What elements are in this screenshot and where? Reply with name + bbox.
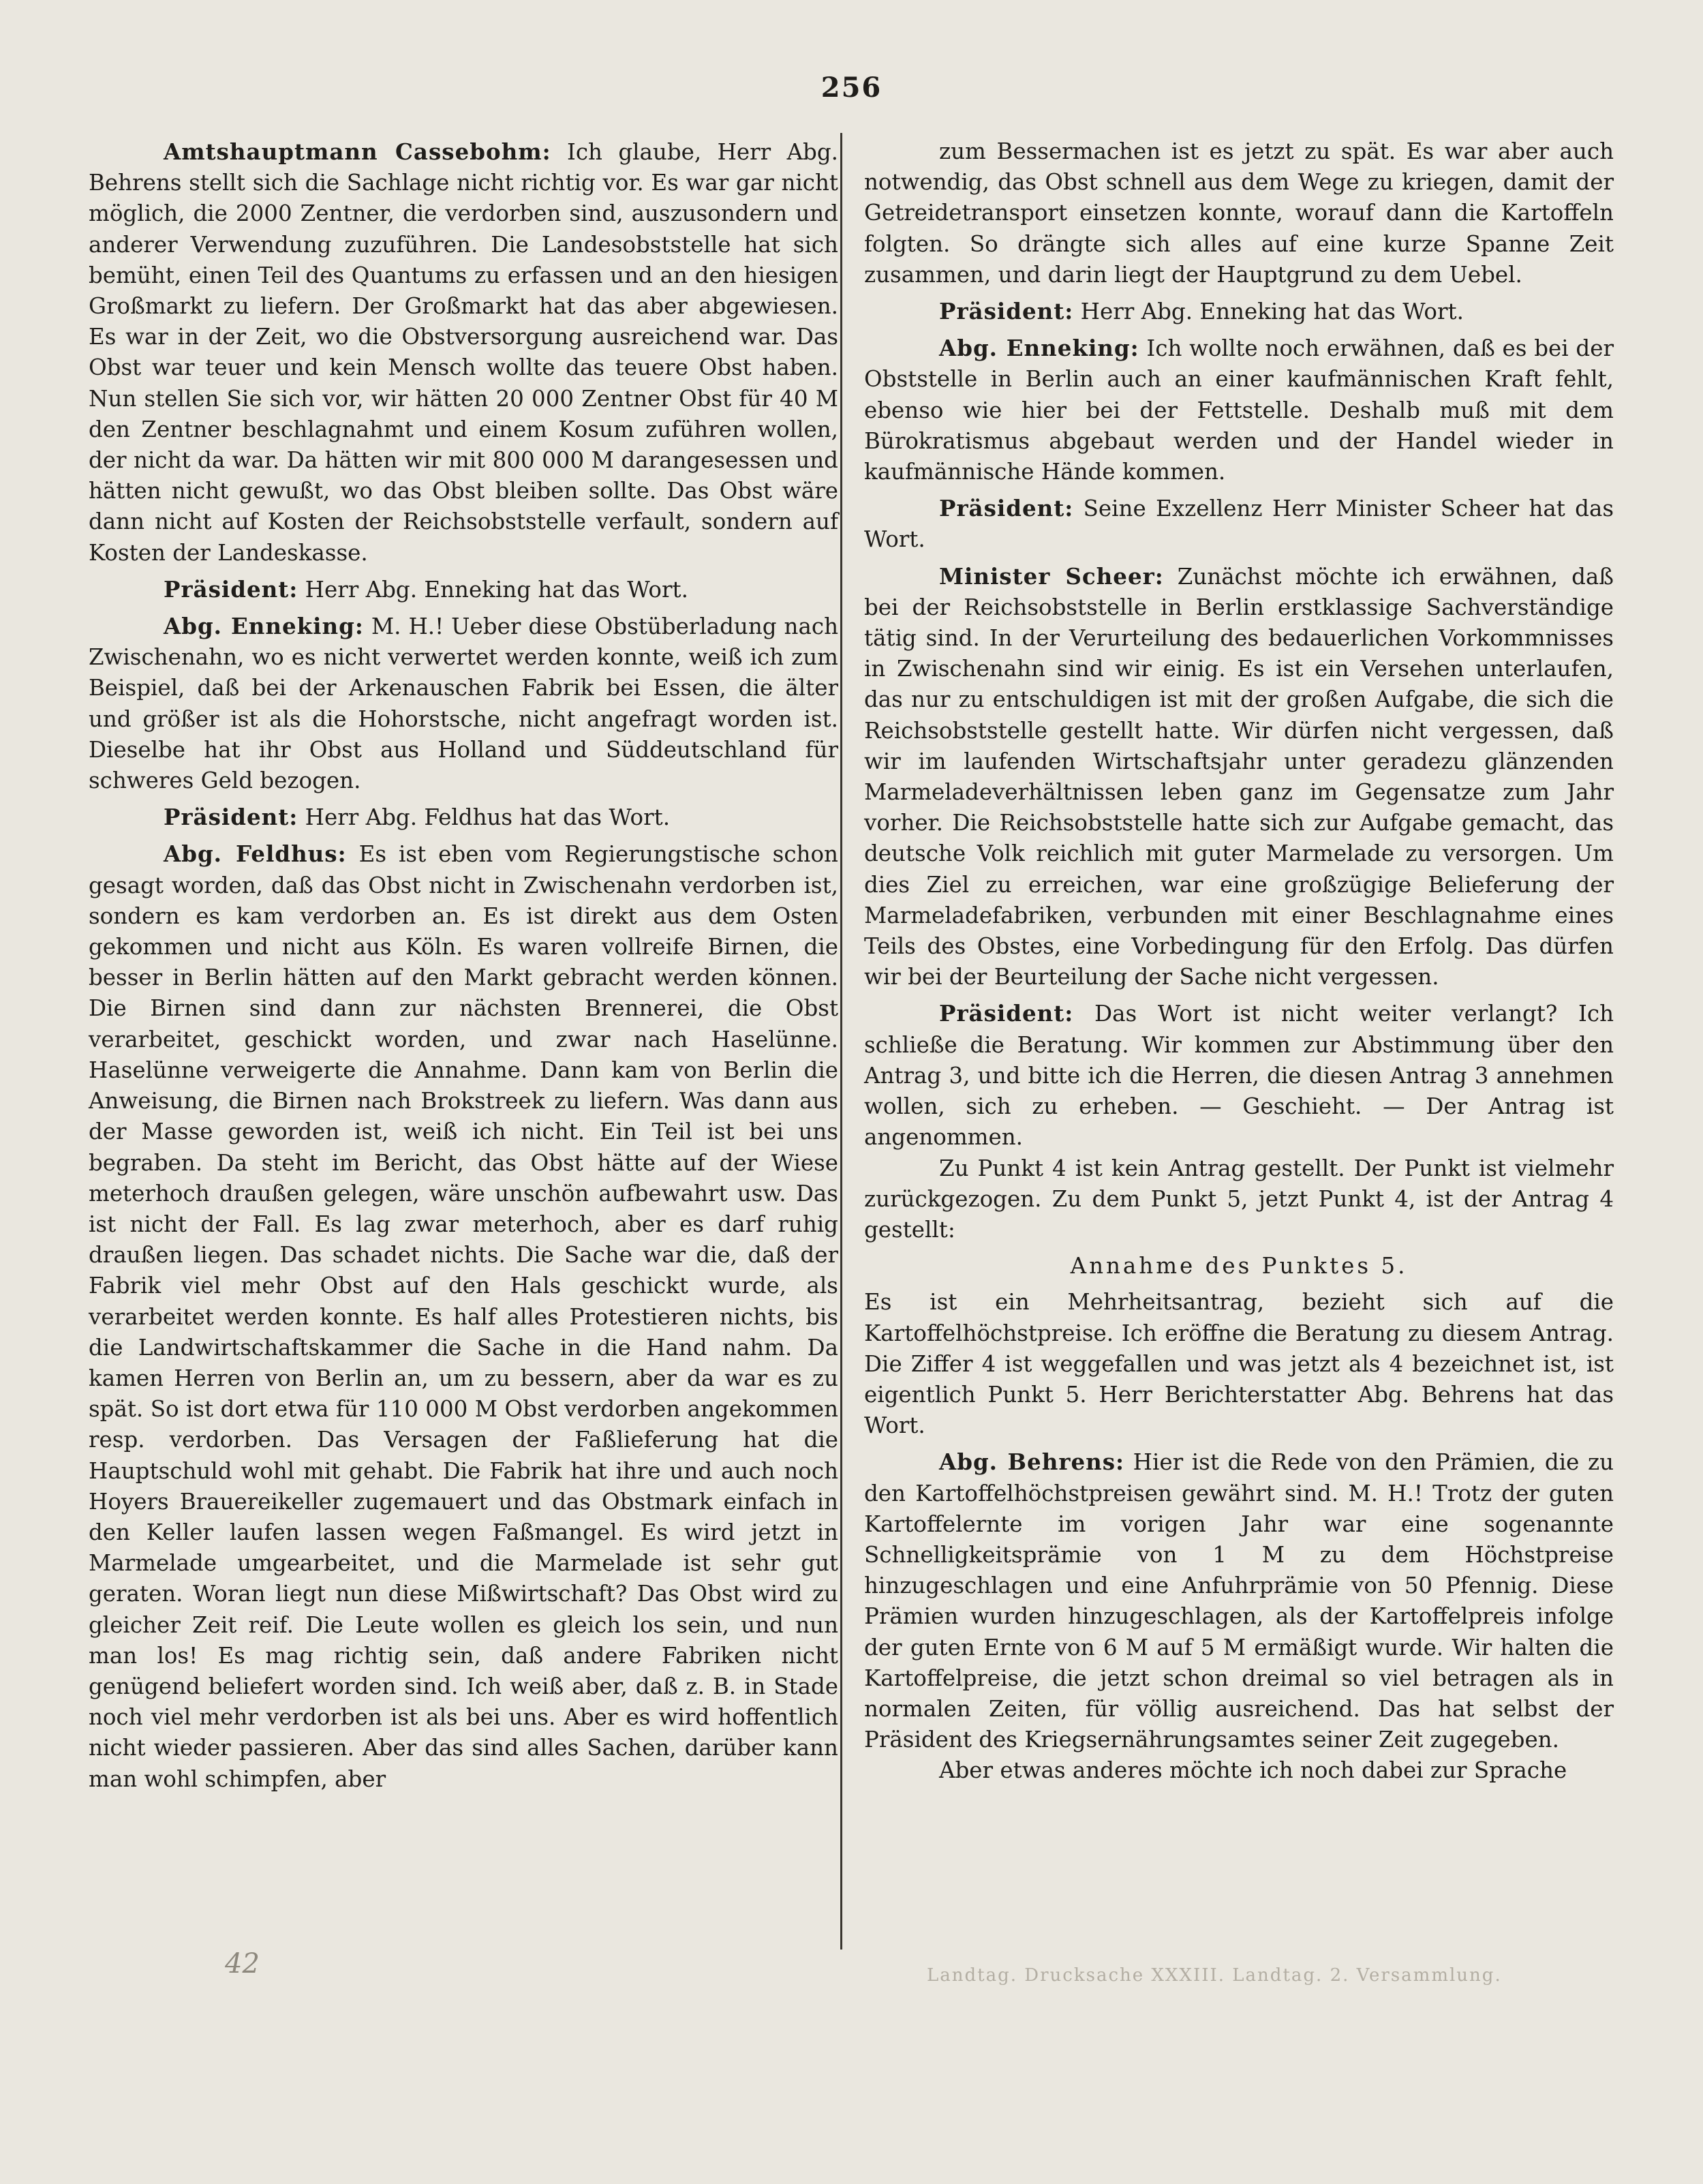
paragraph bbox=[864, 1153, 1614, 1246]
speaker-label: Präsident: bbox=[939, 1000, 1074, 1027]
speaker-label: Minister Scheer: bbox=[939, 562, 1164, 590]
handwritten-mark: 42 bbox=[225, 1948, 260, 1980]
paragraph bbox=[89, 136, 838, 568]
speaker-label: Abg. Enneking: bbox=[164, 613, 364, 640]
paragraph-text: Es ist ein Mehrheitsantrag, bezieht sich auf die Kartoffelhöchstpreise. Ich eröffne die Beratung zu diesem Antrag. Die Ziffer 4 ist weggefallen und was jetzt als 4 bezeichnet ist, ist eigentlich Punkt 5. Herr Berichterstatter Abg. Behrens hat das Wort. bbox=[864, 1289, 1614, 1439]
paragraph-text: Hier ist die Rede von den Prämien, die zu den Kartoffelhöchstpreisen gewährt sind. M. H.! Trotz der guten Kartoffelernte im vorigen Jahr war eine sogenannte Schnelligkeitsprämie von 1 M zu dem Höchstpreise hinzugeschlagen und eine Anfuhrprämie von 50 Pfennig. Diese Prämien wurden hinzugeschlagen, als der Kartoffelpreis infolge der guten Ernte von 6 M auf 5 M ermäßigt wurde. Wir halten die Kartoffelpreise, die jetzt schon dreimal so viel betragen als in normalen Zeiten, für völlig ausreichend. Das hat selbst der Präsident des Kriegsernährungsamtes seiner Zeit zugegeben. bbox=[864, 1449, 1614, 1753]
paragraph-text: Zu Punkt 4 ist kein Antrag gestellt. Der Punkt ist vielmehr zurückgezogen. Zu dem Punkt 5, jetzt Punkt 4, ist der Antrag 4 gestellt: bbox=[864, 1155, 1614, 1243]
speaker-label: Abg. Enneking: bbox=[939, 335, 1139, 362]
paragraph bbox=[89, 611, 838, 796]
speaker-label: Abg. Behrens: bbox=[939, 1449, 1125, 1476]
paragraph-text: Ich glaube, Herr Abg. Behrens stellt sich die Sachlage nicht richtig vor. Es war gar nicht möglich, die 2000 Zentner, die verdorben sind, auszusondern und anderer Verwendung zuzuführen. Die Landesobststelle hat sich bemüht, einen Teil des Quantums zu erfassen und an den hiesigen Großmarkt zu liefern. Der Großmarkt hat das aber abgewiesen. Es war in der Zeit, wo die Obstversorgung ausreichend war. Das Obst war teuer und kein Mensch wollte das teuere Obst haben. Nun stellen Sie sich vor, wir hätten 20 000 Zentner Obst für 40 M den Zentner beschlagnahmt und einem Kosum zuführen wollen, der nicht da war. Da hätten wir mit 800 000 M darangesessen und hätten nicht gewußt, wo das Obst bleiben sollte. Das Obst wäre dann nicht auf Kosten der Reichsobststelle verfault, sondern auf Kosten der Landeskasse. bbox=[89, 139, 838, 566]
paragraph bbox=[864, 1287, 1614, 1441]
paragraph bbox=[864, 136, 1614, 290]
paragraph-text: zum Bessermachen ist es jetzt zu spät. Es war aber auch notwendig, das Obst schnell aus dem Wege zu kriegen, damit der Getreidetransport einsetzen konnte, worauf dann die Kartoffeln folgten. So drängte sich alles auf eine kurze Spanne Zeit zusammen, und darin liegt der Hauptgrund zu dem Uebel. bbox=[864, 138, 1614, 288]
paragraph-text: Herr Abg. Enneking hat das Wort. bbox=[298, 576, 688, 603]
speaker-label: Präsident: bbox=[164, 575, 298, 603]
bleed-through-text: Landtag. Drucksache XXXIII. Landtag. 2. Versammlung. bbox=[927, 1965, 1502, 1986]
paragraph bbox=[864, 1446, 1614, 1755]
page-number: 256 bbox=[820, 72, 883, 104]
paragraph bbox=[864, 333, 1614, 487]
left-column bbox=[89, 136, 838, 1795]
paragraph-text: Seine Exzellenz Herr Minister Scheer hat das Wort. bbox=[864, 496, 1614, 553]
speaker-label: Abg. Feldhus: bbox=[164, 840, 347, 868]
paragraph-text: Es ist eben vom Regierungstische schon gesagt worden, daß das Obst nicht in Zwischenahn verdorben ist, sondern es kam verdorben an. Es ist direkt aus dem Osten gekommen und nicht aus Köln. Es waren vollreife Birnen, die besser in Berlin hätten auf den Markt gebracht werden können. Die Birnen sind dann zur nächsten Brennerei, die Obst verarbeitet, geschickt worden, und zwar nach Haselünne. Haselünne verweigerte die Annahme. Dann kam von Berlin die Anweisung, die Birnen nach Brokstreek zu liefern. Was dann aus der Masse geworden ist, weiß ich nicht. Ein Teil ist bei uns begraben. Da steht im Bericht, das Obst hätte auf der Wiese meterhoch draußen gelegen, wäre unschön aufbewahrt usw. Das ist nicht der Fall. Es lag zwar meterhoch, aber es darf ruhig draußen liegen. Das schadet nichts. Die Sache war die, daß der Fabrik viel mehr Obst auf den Hals geschickt wurde, als verarbeitet werden konnte. Es half alles Protestieren nichts, bis die Landwirtschaftskammer die Sache in die Hand nahm. Da kamen Herren von Berlin an, um zu bessern, aber da war es zu spät. So ist dort etwa für 110 000 M Obst verdorben angekommen resp. verdorben. Das Versagen der Faßlieferung hat die Hauptschuld wohl mit gehabt. Die Fabrik hat ihre und auch noch Hoyers Brauereikeller zugemauert und das Obstmark einfach in den Keller laufen lassen wegen Faßmangel. Es wird jetzt in Marmelade umgearbeitet, und die Marmelade ist sehr gut geraten. Woran liegt nun diese Mißwirtschaft? Das Obst wird zu gleicher Zeit reif. Die Leute wollen es gleich los sein, und nun man los! Es mag richtig sein, daß andere Fabriken nicht genügend beliefert worden sind. Ich weiß aber, daß z. B. in Stade noch viel mehr verdorben ist als bei uns. Aber es wird hoffentlich nicht wieder passieren. Aber das sind alles Sachen, darüber kann man wohl schimpfen, aber bbox=[89, 841, 838, 1792]
paragraph bbox=[89, 838, 838, 1794]
paragraph bbox=[864, 561, 1614, 993]
paragraph bbox=[89, 802, 838, 833]
paragraph-text: Das Wort ist nicht weiter verlangt? Ich schließe die Beratung. Wir kommen zur Abstimmung über den Antrag 3, und bitte ich die Herren, die diesen Antrag 3 annehmen wollen, sich zu erheben. — Geschieht. — Der Antrag ist angenommen. bbox=[864, 1001, 1614, 1151]
paragraph-text: Zunächst möchte ich erwähnen, daß bei der Reichsobststelle in Berlin erstklassige Sachverständige tätig sind. In der Verurteilung des bedauerlichen Vorkommnisses in Zwischenahn sind wir einig. Es ist ein Versehen unterlaufen, das nur zu entschuldigen ist mit der großen Aufgabe, die sich die Reichsobststelle gestellt hatte. Wir dürfen nicht vergessen, daß wir im laufenden Wirtschaftsjahr unter geradezu glänzenden Marmeladeverhältnissen leben ganz im Gegensatze zum Jahr vorher. Die Reichsobststelle hatte sich zur Aufgabe gemacht, das deutsche Volk reichlich mit guter Marmelade zu versorgen. Um dies Ziel zu erreichen, war eine großzügige Belieferung der Marmeladefabriken, verbunden mit einer Beschlagnahme eines Teils des Obstes, eine Vorbedingung für den Erfolg. Das dürfen wir bei der Beurteilung der Sache nicht vergessen. bbox=[864, 563, 1614, 990]
paragraph-text: Aber etwas anderes möchte ich noch dabei zur Sprache bbox=[939, 1757, 1567, 1784]
paragraph bbox=[864, 1755, 1614, 1786]
paragraph bbox=[864, 296, 1614, 327]
paragraph bbox=[864, 1251, 1614, 1281]
paragraph-text: Herr Abg. Enneking hat das Wort. bbox=[1073, 299, 1464, 325]
paragraph-text: Annahme des Punktes 5. bbox=[1070, 1253, 1408, 1279]
right-column bbox=[864, 136, 1614, 1787]
paragraph-text: M. H.! Ueber diese Obstüberladung nach Zwischenahn, wo es nicht verwertet werden konnte, weiß ich zum Beispiel, daß bei der Arkenauschen Fabrik bei Essen, die älter und größer ist als die Hohorstsche, nicht angefragt worden ist. Dieselbe hat ihr Obst aus Holland und Süddeutschland für schweres Geld bezogen. bbox=[89, 613, 839, 794]
paragraph bbox=[89, 574, 838, 605]
paragraph-text: Ich wollte noch erwähnen, daß es bei der Obststelle in Berlin auch an einer kaufmännischen Kraft fehlt, ebenso wie hier bei der Fettstelle. Deshalb muß mit dem Bürokratismus abgebaut werden und der Handel wieder in kaufmännische Hände kommen. bbox=[864, 335, 1614, 485]
column-divider bbox=[840, 133, 842, 1950]
speaker-label: Präsident: bbox=[939, 495, 1074, 522]
paragraph-text: Herr Abg. Feldhus hat das Wort. bbox=[298, 804, 671, 831]
paragraph bbox=[864, 998, 1614, 1153]
paragraph bbox=[864, 493, 1614, 555]
speaker-label: Präsident: bbox=[164, 804, 298, 831]
speaker-label: Präsident: bbox=[939, 298, 1074, 325]
speaker-label: Amtshauptmann Cassebohm: bbox=[164, 138, 551, 165]
